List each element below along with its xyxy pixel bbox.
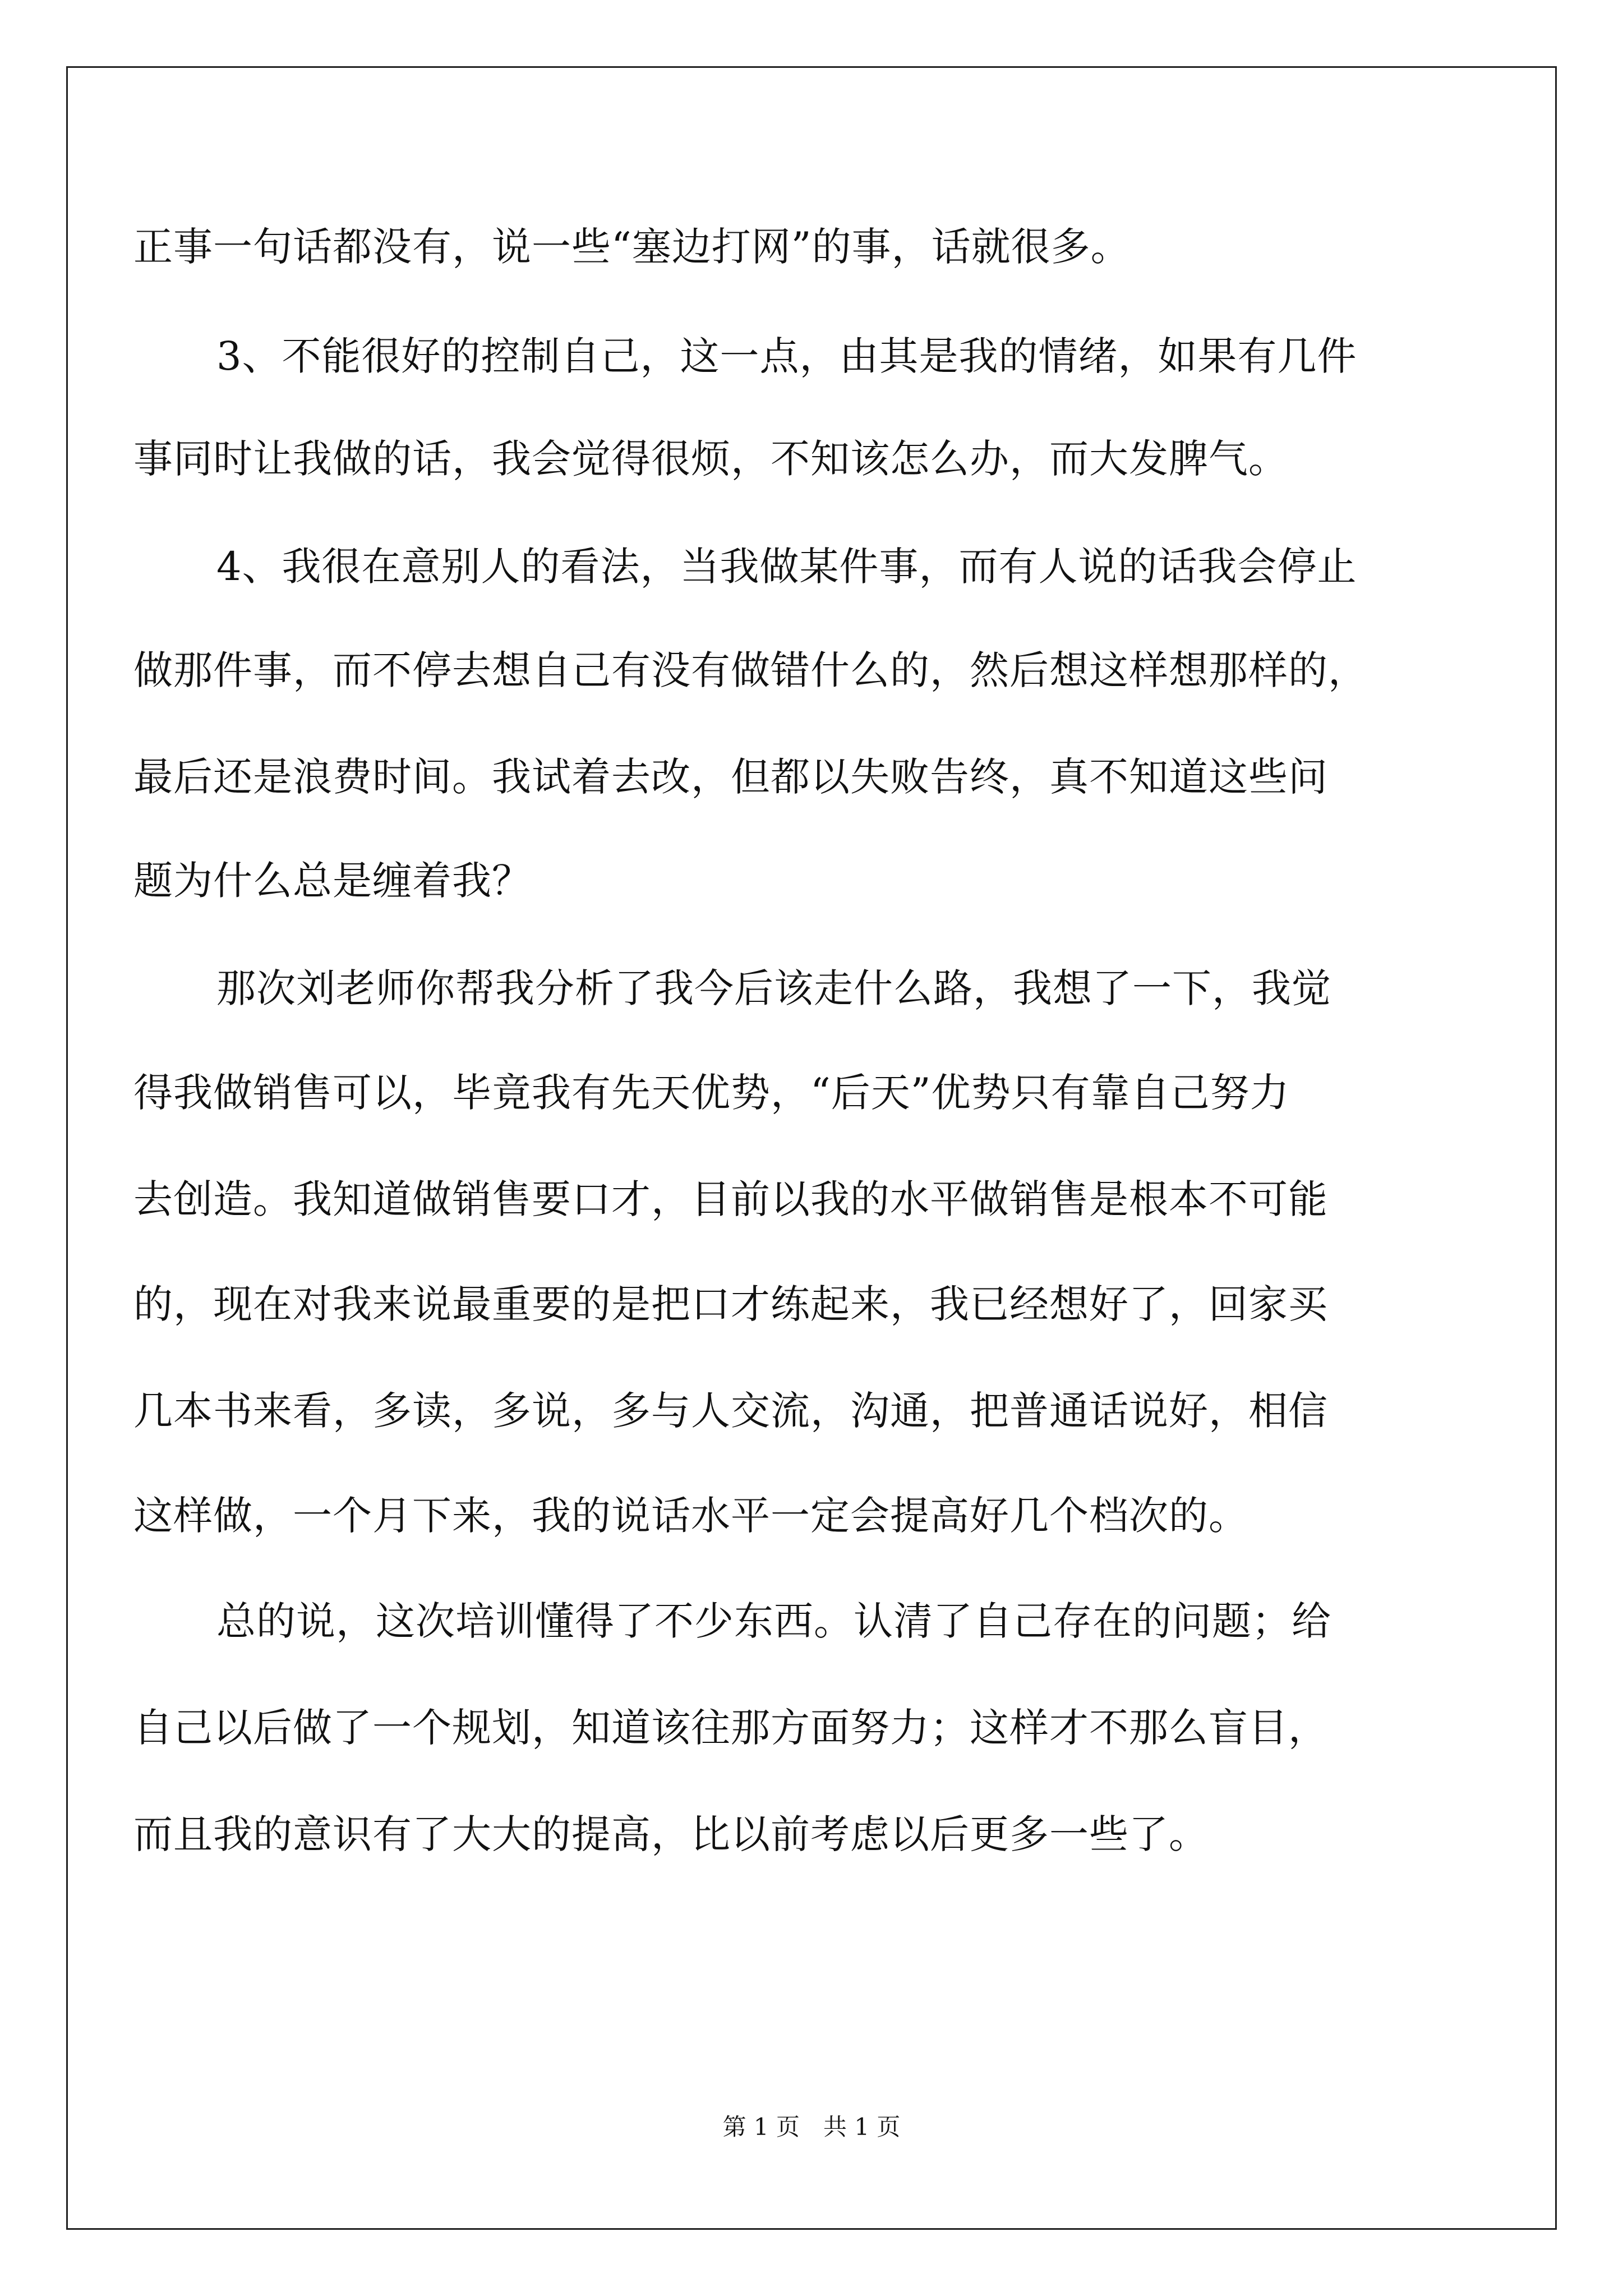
text-line: 总的说，这次培训懂得了不少东西。认清了自己存在的问题；给 — [216, 1598, 1331, 1644]
text-line: 4、我很在意别人的看法，当我做某件事，而有人说的话我会停止 — [216, 544, 1357, 590]
text-line: 事同时让我做的话，我会觉得很烦，不知该怎么办，而大发脾气。 — [133, 436, 1288, 482]
text-line: 自己以后做了一个规划，知道该往那方面努力；这样才不那么盲目， — [133, 1705, 1328, 1751]
text-line: 这样做，一个月下来，我的说话水平一定会提高好几个档次的。 — [133, 1493, 1248, 1539]
text-line: 得我做销售可以，毕竟我有先天优势，“后天”优势只有靠自己努力 — [133, 1070, 1290, 1116]
text-line: 正事一句话都没有，说一些“塞边打网”的事，话就很多。 — [133, 224, 1131, 270]
page-border — [66, 66, 1557, 2230]
text-line: 去创造。我知道做销售要口才，目前以我的水平做销售是根本不可能 — [133, 1176, 1328, 1222]
text-line: 做那件事，而不停去想自己有没有做错什么的，然后想这样想那样的， — [133, 647, 1368, 693]
page-footer: 第 1 页 共 1 页 — [722, 2113, 901, 2141]
text-line: 3、不能很好的控制自己，这一点，由其是我的情绪，如果有几件 — [216, 333, 1357, 379]
text-line: 几本书来看，多读，多说，多与人交流，沟通，把普通话说好，相信 — [133, 1388, 1328, 1434]
text-line: 而且我的意识有了大大的提高，比以前考虑以后更多一些了。 — [133, 1811, 1209, 1857]
text-line: 最后还是浪费时间。我试着去改，但都以失败告终，真不知道这些问 — [133, 754, 1328, 800]
text-line: 题为什么总是缠着我？ — [133, 858, 532, 904]
text-line: 的，现在对我来说最重要的是把口才练起来，我已经想好了，回家买 — [133, 1281, 1328, 1327]
text-line: 那次刘老师你帮我分析了我今后该走什么路，我想了一下，我觉 — [216, 965, 1331, 1011]
